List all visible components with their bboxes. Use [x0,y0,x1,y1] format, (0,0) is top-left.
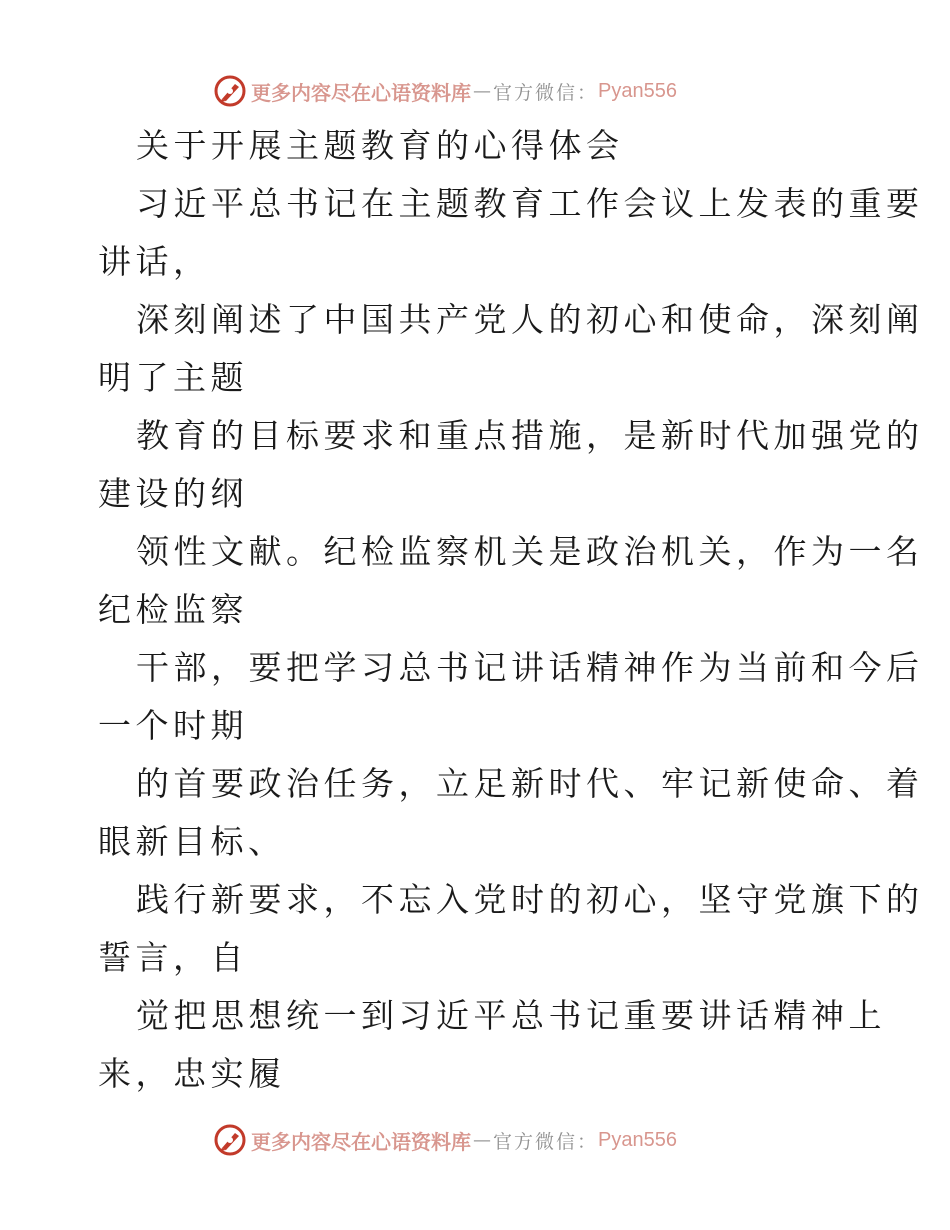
pen-logo-icon [213,74,247,108]
header-watermark [0,71,950,111]
paragraph-line: 纪检监察 [98,590,248,629]
paragraph-line: 习近平总书记在主题教育工作会议上发表的重要 [136,184,924,223]
paragraph-line: 的首要政治任务，立足新时代、牢记新使命、着 [136,764,924,803]
watermark-dash: — [473,80,491,102]
footer-watermark [0,1120,950,1160]
watermark-wechat-id: Pyan556 [598,1128,677,1151]
paragraph-line: 觉把思想统一到习近平总书记重要讲话精神上 [136,996,886,1035]
paragraph-line: 践行新要求，不忘入党时的初心，坚守党旗下的 [136,880,924,919]
paragraph-line: 教育的目标要求和重点措施，是新时代加强党的 [136,416,924,455]
paragraph-line: 眼新目标、 [98,822,286,861]
pen-logo-icon [213,1123,247,1157]
watermark-official-label: 官方微信： [493,81,599,104]
paragraph-line: 明了主题 [98,358,248,397]
paragraph-line: 来，忠实履 [98,1054,286,1093]
watermark-brand: 更多内容尽在心语资料库 [251,80,471,105]
watermark-official-label: 官方微信： [493,1130,599,1153]
document-body [98,117,924,1103]
watermark-dash: — [473,1129,491,1151]
paragraph-line: 誓言，自 [98,938,248,977]
paragraph-line: 深刻阐述了中国共产党人的初心和使命，深刻阐 [136,300,924,339]
document-title: 关于开展主题教育的心得体会 [136,126,624,165]
watermark-brand: 更多内容尽在心语资料库 [251,1129,471,1154]
paragraph-line: 一个时期 [98,706,248,745]
paragraph-line: 干部，要把学习总书记讲话精神作为当前和今后 [136,648,924,687]
paragraph-line: 建设的纲 [98,474,248,513]
paragraph-line: 讲话， [98,242,211,281]
watermark-wechat-id: Pyan556 [598,79,677,102]
paragraph-line: 领性文献。纪检监察机关是政治机关，作为一名 [136,532,924,571]
